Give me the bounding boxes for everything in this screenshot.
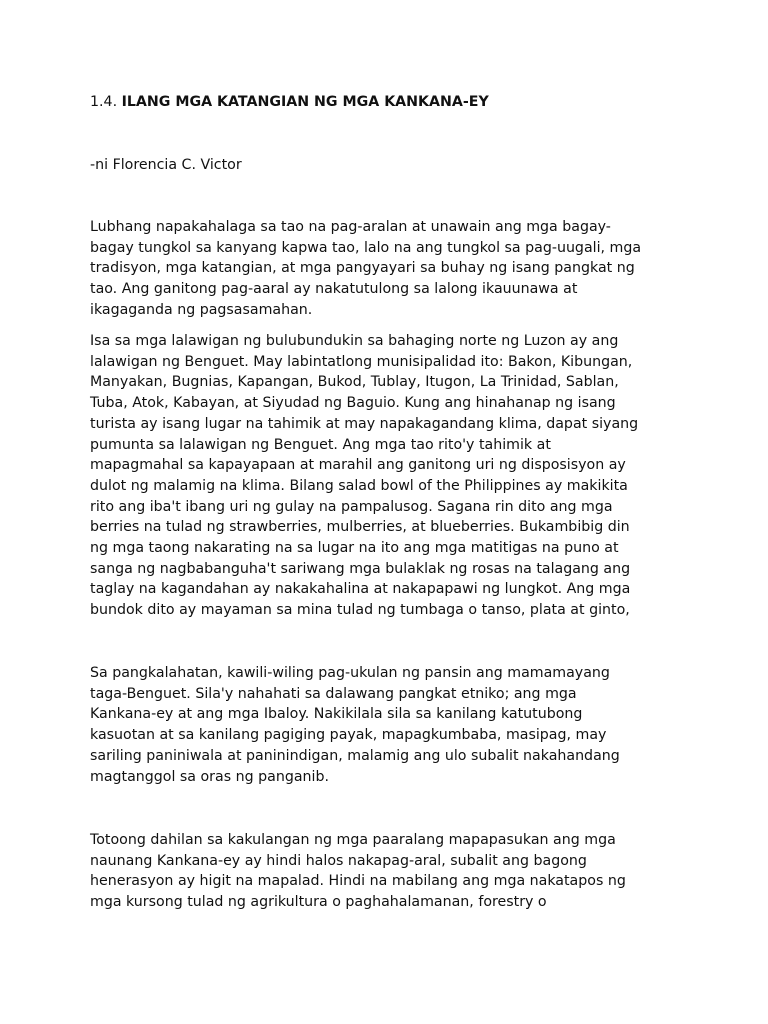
text-line: bagay tungkol sa kanyang kapwa tao, lalo na ang tungkol sa pag-uugali, mga [90, 239, 642, 256]
text-line: pumunta sa lalawigan ng Benguet. Ang mga tao rito'y tahimik at [90, 436, 551, 453]
paragraph-2 [90, 331, 680, 621]
text-line: Lubhang napakahalaga sa tao na pag-aralan at unawain ang mga bagay- [90, 219, 611, 235]
section-number: 1.4. [90, 94, 118, 110]
paragraph-4 [90, 830, 680, 913]
text-line: Sa pangkalahatan, kawili-wiling pag-ukulan ng pansin ang mamamayang [90, 665, 610, 681]
text-line: taga-Benguet. Sila'y nahahati sa dalawang pangkat etniko; ang mga [90, 685, 577, 702]
text-line: Manyakan, Bugnias, Kapangan, Bukod, Tublay, Itugon, La Trinidad, Sablan, [90, 374, 619, 391]
text-line: kasuotan at sa kanilang pagiging payak, mapagkumbaba, masipag, may [90, 727, 607, 744]
paragraph-3 [90, 663, 680, 787]
text-line: Isa sa mga lalawigan ng bulubundukin sa bahaging norte ng Luzon ay ang [90, 333, 619, 349]
text-line: ng mga taong nakarating na sa lugar na ito ang mga matitigas na puno at [90, 540, 619, 557]
text-line: taglay na kagandahan ay nakakahalina at nakapapawi ng lungkot. Ang mga [90, 581, 631, 598]
section-title: ILANG MGA KATANGIAN NG MGA KANKANA-EY [121, 94, 489, 110]
paragraph-1 [90, 217, 680, 321]
text-line: berries na tulad ng strawberries, mulberries, at blueberries. Bukambibig din [90, 519, 630, 536]
text-line: turista ay isang lugar na tahimik at may napakagandang klima, dapat siyang [90, 415, 639, 432]
text-line: ikagaganda ng pagsasamahan. [90, 301, 313, 318]
text-line: Tuba, Atok, Kabayan, at Siyudad ng Baguio. Kung ang hinahanap ng isang [90, 395, 616, 412]
text-line: sanga ng nagbabanguha't sariwang mga bulaklak ng rosas na talagang ang [90, 560, 631, 577]
text-line: Kankana-ey at ang mga Ibaloy. Nakikilala sila sa kanilang katutubong [90, 706, 583, 723]
text-line: dulot ng malamig na klima. Bilang salad bowl of the Philippines ay makikita [90, 477, 628, 494]
text-line: naunang Kankana-ey ay hindi halos nakapag-aral, subalit ang bagong [90, 852, 587, 869]
text-line: rito ang iba't ibang uri ng gulay na pampalusog. Sagana rin dito ang mga [90, 498, 613, 515]
text-line: sariling paniniwala at paninindigan, malamig ang ulo subalit nakahandang [90, 747, 620, 764]
text-line: tao. Ang ganitong pag-aaral ay nakatutulong sa lalong ikauunawa at [90, 281, 578, 298]
author-byline: -ni Florencia C. Victor [90, 157, 242, 173]
text-line: henerasyon ay higit na mapalad. Hindi na mabilang ang mga nakatapos ng [90, 873, 626, 890]
text-line: tradisyon, mga katangian, at mga pangyayari sa buhay ng isang pangkat ng [90, 260, 635, 277]
text-line: mga kursong tulad ng agrikultura o paghahalamanan, forestry o [90, 894, 547, 911]
text-line: magtanggol sa oras ng panganib. [90, 768, 329, 785]
text-line: mapagmahal sa kapayapaan at marahil ang ganitong uri ng disposisyon ay [90, 457, 626, 474]
text-line: lalawigan ng Benguet. May labintatlong munisipalidad ito: Bakon, Kibungan, [90, 353, 633, 370]
section-heading [90, 92, 489, 112]
text-line: bundok dito ay mayaman sa mina tulad ng tumbaga o tanso, plata at ginto, [90, 602, 630, 619]
text-line: Totoong dahilan sa kakulangan ng mga paaralang mapapasukan ang mga [90, 832, 616, 848]
